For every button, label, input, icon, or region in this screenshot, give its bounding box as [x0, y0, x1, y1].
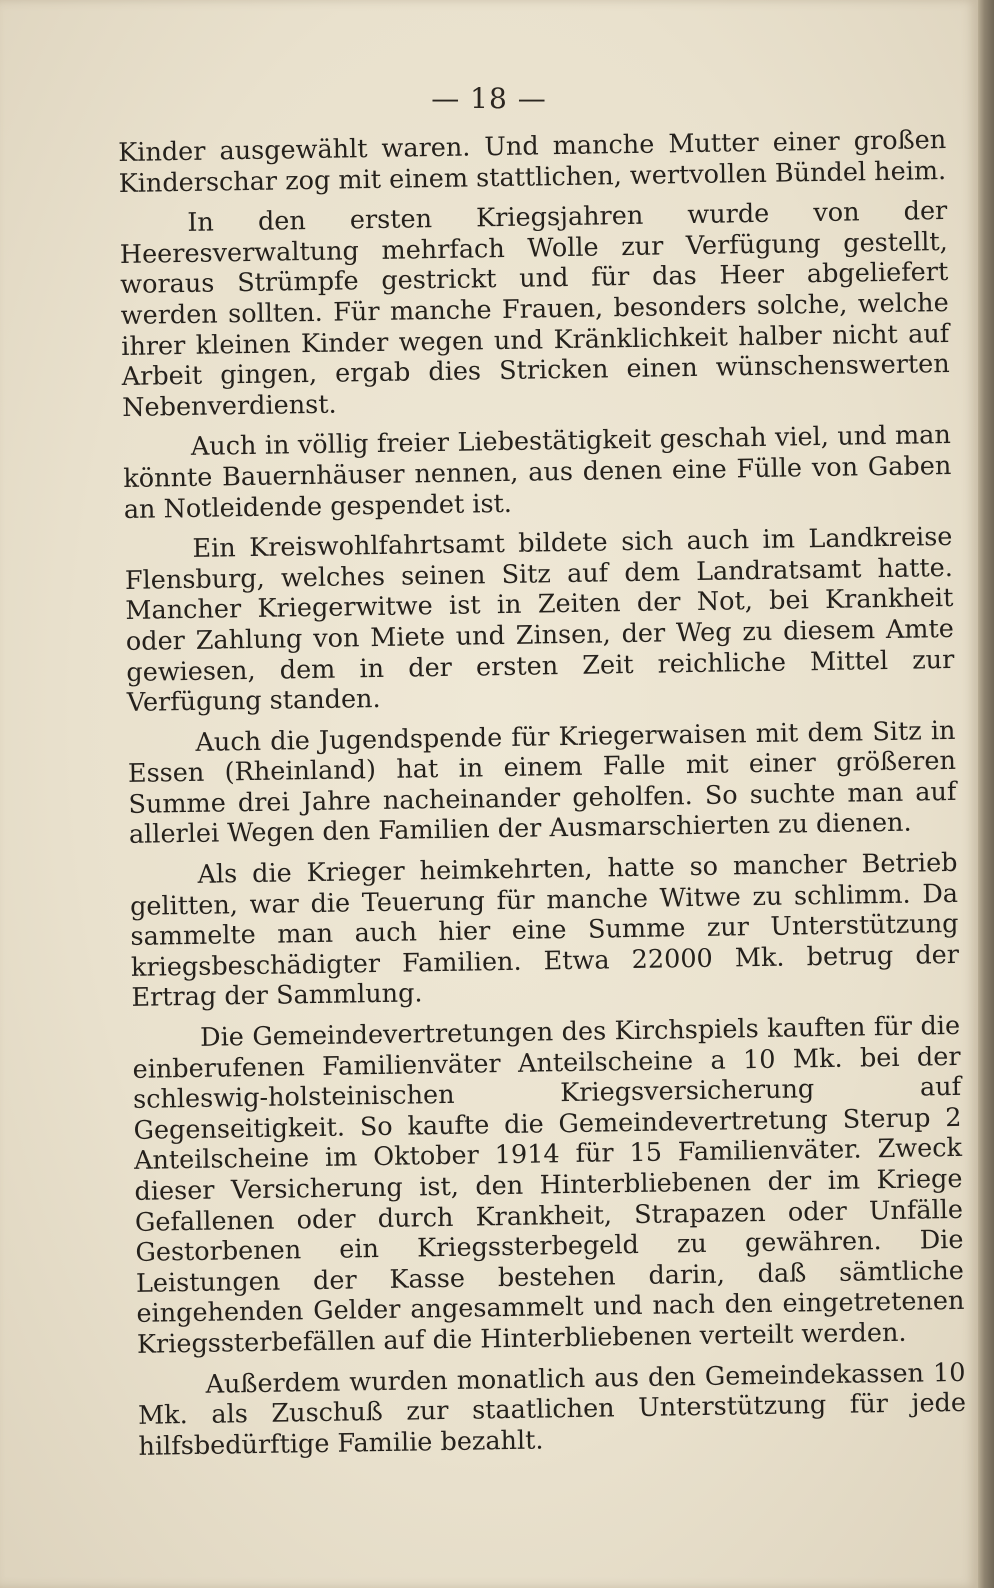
paragraph-war-insurance: Die Gemeindevertretungen des Kirchspiels kauften für die einberufenen Familienväter Anteilscheine a 10 Mk. bei der schleswig-holsteinischen Kriegsversicherung auf Gegenseitigkeit. So kaufte die Gemeindevertretung Sterup 2 Anteilscheine im Oktober 1914 für 15 Familienväter. Zweck dieser Versicherung ist, den Hinterbliebenen der im Kriege Gefallenen oder durch Krankheit, Strapazen oder Unfälle Gestorbenen ein Kriegssterbegeld zu gewähren. Die Leistungen der Kasse bestehen darin, daß sämtliche eingehenden Gelder angesammelt und nach den eingetretenen Kriegssterbefällen auf die Hinterbliebenen verteilt werden.	[132, 1010, 965, 1360]
paragraph-monthly-subsidy: Außerdem wurden monatlich aus den Gemeindekassen 10 Mk. als Zuschuß zur staatlichen Unterstützung für jede hilfsbedürftige Familie bezahlt.	[137, 1357, 967, 1462]
paragraph-welfare-office: Ein Kreiswohlfahrtsamt bildete sich auch im Landkreise Flensburg, welches seinen Sitz auf dem Landratsamt hatte. Mancher Kriegerwitwe ist in Zeiten der Not, bei Krankheit oder Zahlung von Miete und Zinsen, der Weg zu diesem Amte gewiesen, dem in der ersten Zeit reichliche Mittel zur Verfügung standen.	[124, 522, 955, 719]
paragraph-continuation: Kinder ausgewählt waren. Und manche Mutter einer großen Kinderschar zog mit einem stattlichen, wertvollen Bündel heim.	[118, 124, 947, 199]
paragraph-charity: Auch in völlig freier Liebestätigkeit geschah viel, und man könnte Bauernhäuser nennen, aus denen eine Fülle von Gaben an Notleidende gespendet ist.	[123, 420, 952, 525]
book-edge	[978, 0, 994, 1588]
page-number: — 18 —	[431, 82, 547, 115]
paragraph-youth-donation: Auch die Jugendspende für Kriegerwaisen mit dem Sitz in Essen (Rheinland) hat in einem Falle mit einer größeren Summe drei Jahre nacheinander geholfen. So suchte man auf allerlei Wegen den Familien der Ausmarschierten zu dienen.	[127, 715, 957, 851]
paragraph-wool-knitting: In den ersten Kriegsjahren wurde von der Heeresverwaltung mehrfach Wolle zur Verfügung gestellt, woraus Strümpfe gestrickt und für das Heer abgeliefert werden sollten. Für manche Frauen, besonders solche, welche ihrer kleinen Kinder wegen und Kränklichkeit halber nicht auf Arbeit gingen, ergab dies Stricken einen wünschenswerten Nebenverdienst.	[119, 196, 950, 423]
body-text	[118, 125, 967, 1472]
paragraph-homecoming-collection: Als die Krieger heimkehrten, hatte so mancher Betrieb gelitten, war die Teuerung für manche Witwe zu schlimm. Da sammelte man auch hier eine Summe zur Unterstützung kriegsbeschädigter Familien. Etwa 22000 Mk. betrug der Ertrag der Sammlung.	[129, 847, 960, 1014]
